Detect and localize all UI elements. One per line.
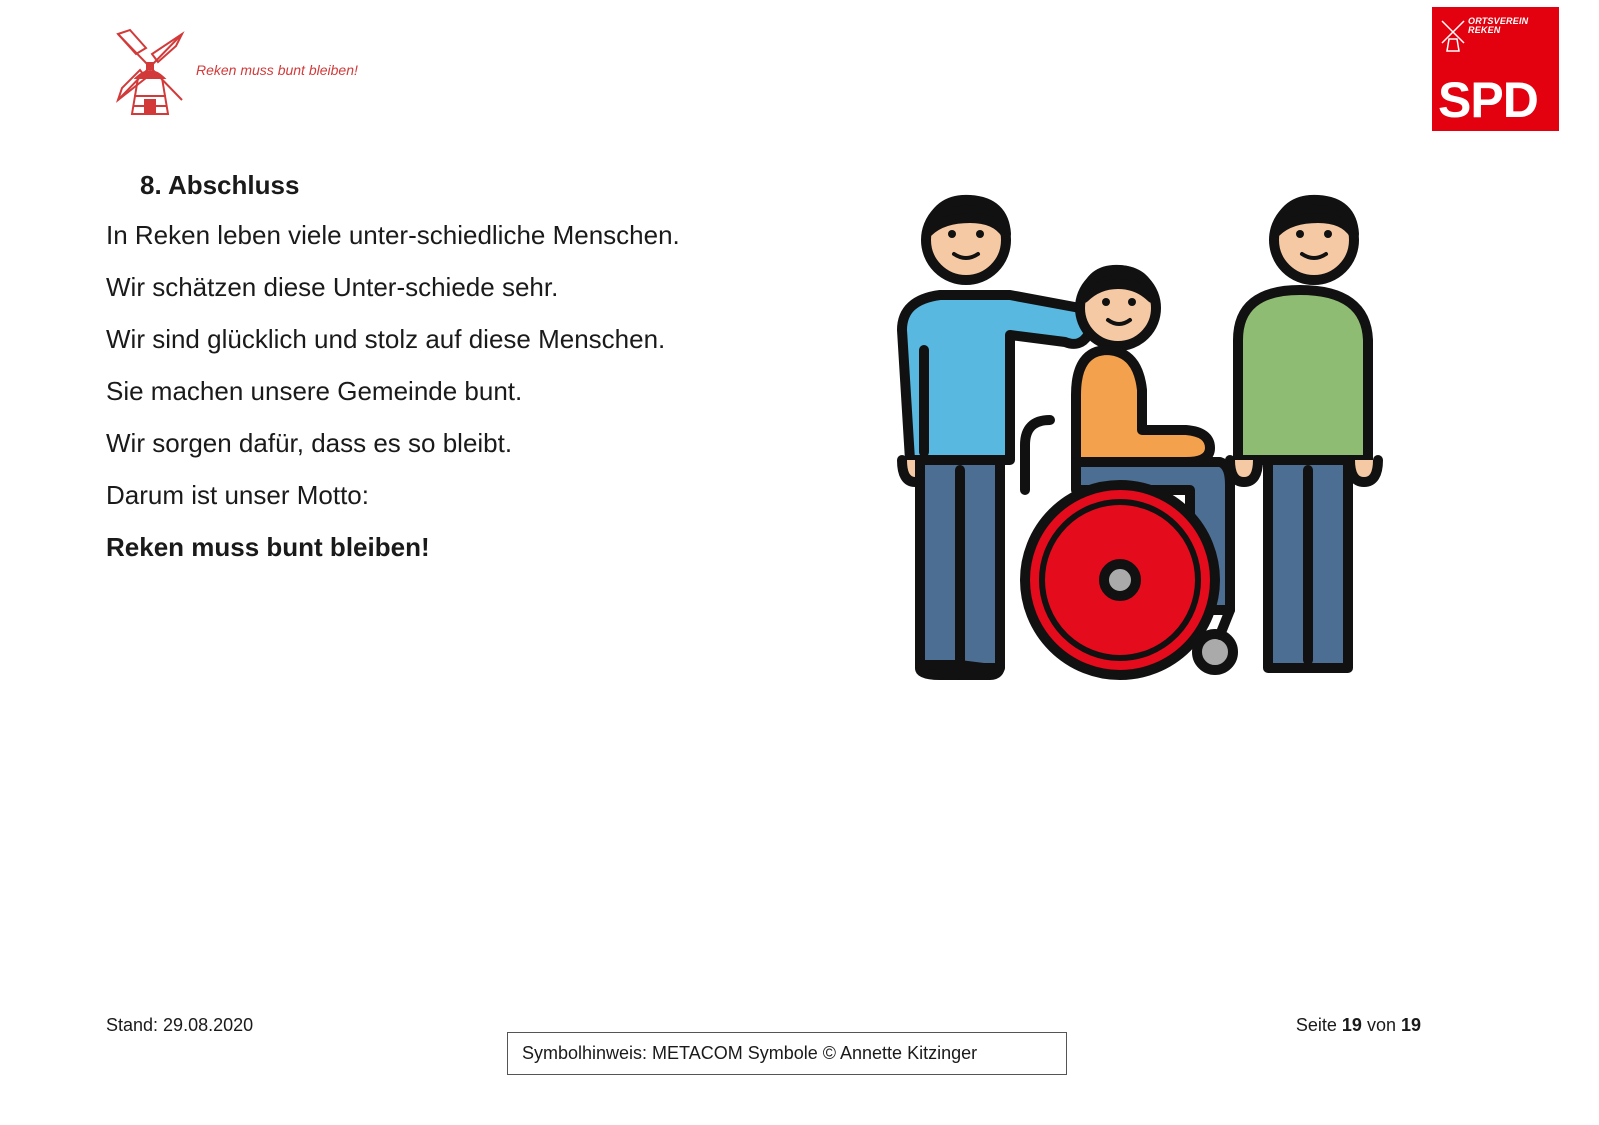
text-line: In Reken leben viele unter-schiedliche Menschen. — [106, 220, 680, 250]
footer-date: Stand: 29.08.2020 — [106, 1015, 254, 1035]
spd-logo — [1432, 7, 1559, 131]
page-total: 19 — [1400, 1015, 1421, 1035]
windmill-icon — [1440, 19, 1466, 53]
spd-logo-subtitle — [1468, 17, 1528, 35]
text-line: Sie machen unsere Gemeinde bunt. — [106, 376, 523, 406]
page-prefix: Seite — [1295, 1015, 1342, 1035]
people-with-wheelchair-icon — [880, 190, 1400, 680]
motto-line: Reken muss bunt bleiben! — [106, 532, 430, 562]
text-line: Darum ist unser Motto: — [106, 480, 369, 510]
text-line: Wir schätzen diese Unter-schiede sehr. — [106, 272, 559, 302]
body-text — [106, 222, 680, 586]
spd-logo-brand: SPD — [1438, 72, 1538, 128]
symbol-credit: Symbolhinweis: METACOM Symbole © Annette Kitzinger — [507, 1032, 1067, 1075]
page-current: 19 — [1341, 1015, 1362, 1035]
page-number — [1296, 1015, 1421, 1036]
slogan: Reken muss bunt bleiben! — [196, 62, 358, 78]
page-middle: von — [1361, 1015, 1401, 1035]
text-line: Wir sorgen dafür, dass es so bleibt. — [106, 428, 513, 458]
text-line: Wir sind glücklich und stolz auf diese Menschen. — [106, 324, 666, 354]
windmill-logo — [112, 26, 372, 122]
section-heading: 8. Abschluss — [140, 170, 300, 200]
spd-logo-line2: REKEN — [1468, 25, 1501, 35]
windmill-icon — [112, 26, 186, 122]
spd-logo-line1: ORTSVEREIN — [1468, 16, 1529, 26]
